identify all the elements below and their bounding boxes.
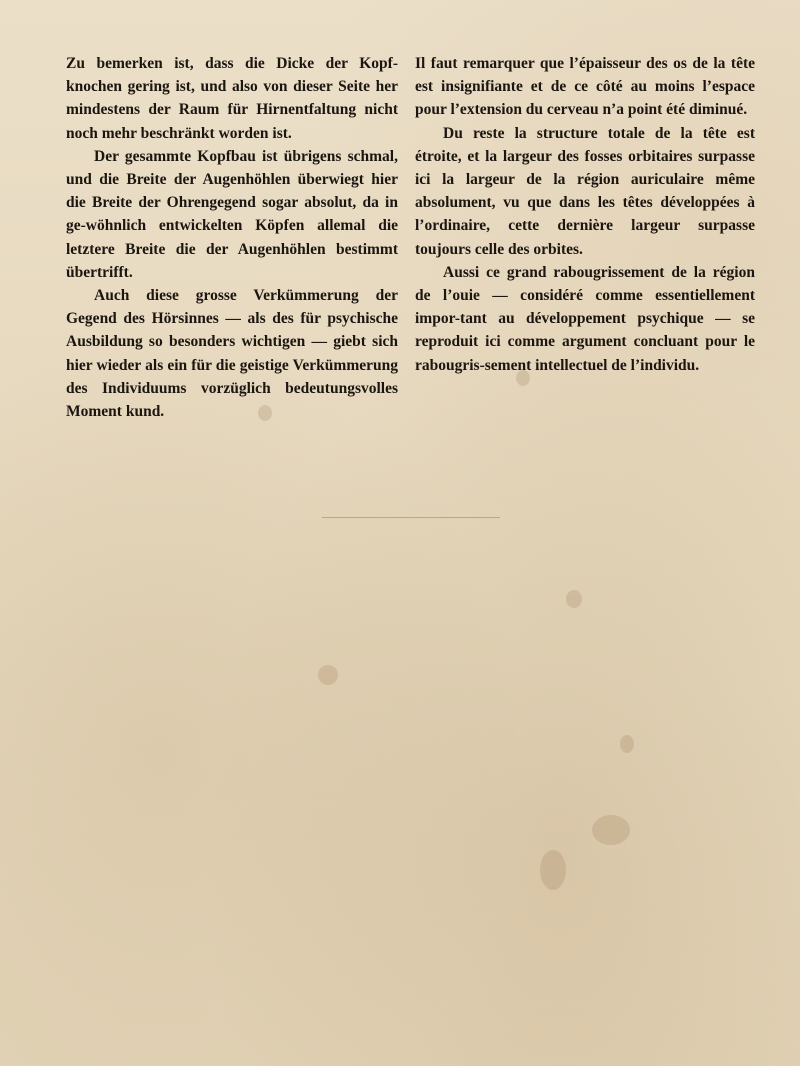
- french-paragraph-2: Du reste la structure totale de la tête est étroite, et la largeur des fosses orbitaires surpasse ici la largeur de la région auriculaire même absolument, vu que dans les têtes développées à l’ordinaire, cette dernière largeur surpasse toujours celle des orbites.: [415, 124, 755, 258]
- paper-stain: [620, 735, 634, 753]
- paper-stain: [592, 815, 630, 845]
- german-paragraph-1: Zu bemerken ist, dass die Dicke der Kopf-knochen gering ist, und also von dieser Seite her mindestens der Raum für Hirnentfaltung nicht noch mehr beschränkt worden ist.: [66, 55, 398, 142]
- german-paragraph-2: Der gesammte Kopfbau ist übrigens schmal, und die Breite der Augenhöhlen überwiegt hier die Breite der Ohrengegend sogar absolut, da in ge-wöhnlich entwickelten Köpfen allemal die letztere Breite die der Augenhöhlen bestimmt übertrifft.: [66, 147, 398, 281]
- french-paragraph-3: Aussi ce grand rabougrissement de la région de l’ouie — considéré comme essentiellement impor-tant au développement psychique — se reproduit ici comme argument concluant pour le rabougris-sement intellectuel de l’individu.: [415, 263, 755, 374]
- french-paragraph-1: Il faut remarquer que l’épaisseur des os de la tête est insignifiante et de ce côté au moins l’espace pour l’extension du cerveau n’a point été diminué.: [415, 55, 755, 119]
- french-text-column: [415, 52, 755, 377]
- paper-stain: [566, 590, 582, 608]
- german-paragraph-3: Auch diese grosse Verkümmerung der Gegend des Hörsinnes — als des für psychische Ausbildung so besonders wichtigen — giebt sich hier wieder als ein für die geistige Verkümmerung des Individuums vorzüglich bedeutungsvolles Moment kund.: [66, 287, 398, 421]
- paper-stain: [318, 665, 338, 685]
- german-text-column: [66, 52, 398, 423]
- show-through-rule: [322, 517, 500, 518]
- paper-stain: [540, 850, 566, 890]
